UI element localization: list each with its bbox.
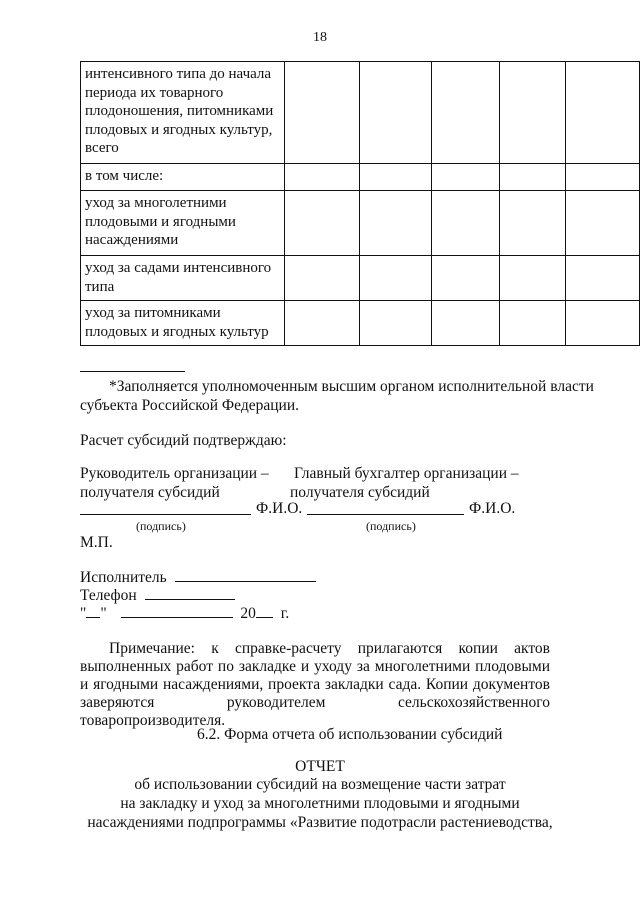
table-cell [565, 191, 639, 256]
table-row [81, 62, 640, 164]
confirm-text: Расчет субсидий подтверждаю: [80, 432, 287, 449]
stamp-label: М.П. [80, 534, 113, 551]
table-cell [500, 301, 566, 346]
report-line-1: об использовании субсидий на возмещение части затрат [134, 776, 506, 793]
signature-hint-2: (подпись) [366, 519, 416, 533]
table-cell [565, 256, 639, 301]
table-row [81, 256, 640, 301]
report-line-2: на закладку и уход за многолетними плодовыми и ягодными [120, 795, 520, 812]
table-cell [284, 301, 359, 346]
date-close-quote: " [100, 605, 107, 622]
table-row [81, 191, 640, 256]
table-cell [284, 62, 359, 164]
table-cell [500, 191, 566, 256]
table-cell [284, 164, 359, 191]
phone-row [80, 585, 235, 605]
date-open-quote: " [80, 605, 87, 622]
signature-line-1 [80, 500, 251, 520]
footnote-rule [80, 371, 185, 372]
table-cell [360, 164, 431, 191]
table-cell [431, 191, 499, 256]
report-line-3: насаждениями подпрограммы «Развитие подотрасли растениеводства, [87, 814, 553, 831]
table-cell [565, 62, 639, 164]
accountant-title-2: получателя субсидий [290, 484, 430, 501]
head-title-2: получателя субсидий [80, 484, 220, 501]
signature-hint-1: (подпись) [136, 519, 186, 533]
table-row [81, 164, 640, 191]
fio-label-1: Ф.И.О. [256, 500, 303, 517]
report-heading: ОТЧЕТ [295, 758, 345, 775]
row-label: интенсивного типа до начала периода их товарного плодоношения, питомниками плодовых и ягодных культур, всего [81, 62, 285, 164]
row-label: уход за садами интенсивного типа [81, 256, 285, 301]
note-paragraph: Примечание: к справке-расчету прилагаются копии актов выполненных работ по закладке и уходу за многолетними плодовыми и ягодными насаждениями, проекта закладки сада. Копии документов заверяются руководителем сельскохозяйственного товаропроизводителя. [80, 640, 550, 729]
phone-label: Телефон [80, 587, 137, 604]
row-label: в том числе: [81, 164, 285, 191]
table-cell [500, 256, 566, 301]
table-cell [431, 301, 499, 346]
row-label: уход за питомниками плодовых и ягодных культур [81, 301, 285, 346]
page-number: 18 [313, 30, 327, 45]
table-cell [431, 256, 499, 301]
fio-label-2: Ф.И.О. [469, 500, 516, 517]
table-cell [431, 164, 499, 191]
table-row [81, 301, 640, 346]
date-year: 20 [240, 605, 256, 622]
subsidy-table [80, 61, 640, 346]
table-cell [565, 301, 639, 346]
row-label: уход за многолетними плодовыми и ягодными насаждениями [81, 191, 285, 256]
head-title-1: Руководитель организации – [80, 465, 269, 482]
table-cell [284, 191, 359, 256]
signature-line-2 [307, 500, 464, 520]
footnote-line-1: *Заполняется уполномоченным высшим органом исполнительной власти [109, 378, 594, 395]
footnote-line-2: субъекта Российской Федерации. [80, 397, 299, 414]
table-cell [565, 164, 639, 191]
date-row [80, 603, 289, 623]
table-cell [500, 62, 566, 164]
table-cell [431, 62, 499, 164]
table-cell [360, 191, 431, 256]
table-cell [360, 62, 431, 164]
executor-label: Исполнитель [80, 569, 167, 586]
executor-row [80, 567, 316, 587]
table-cell [500, 164, 566, 191]
section-title: 6.2. Форма отчета об использовании субсидий [197, 726, 503, 743]
date-suffix: г. [280, 605, 290, 622]
table-cell [360, 256, 431, 301]
table-cell [284, 256, 359, 301]
accountant-title-1: Главный бухгалтер организации – [294, 465, 519, 482]
table-cell [360, 301, 431, 346]
